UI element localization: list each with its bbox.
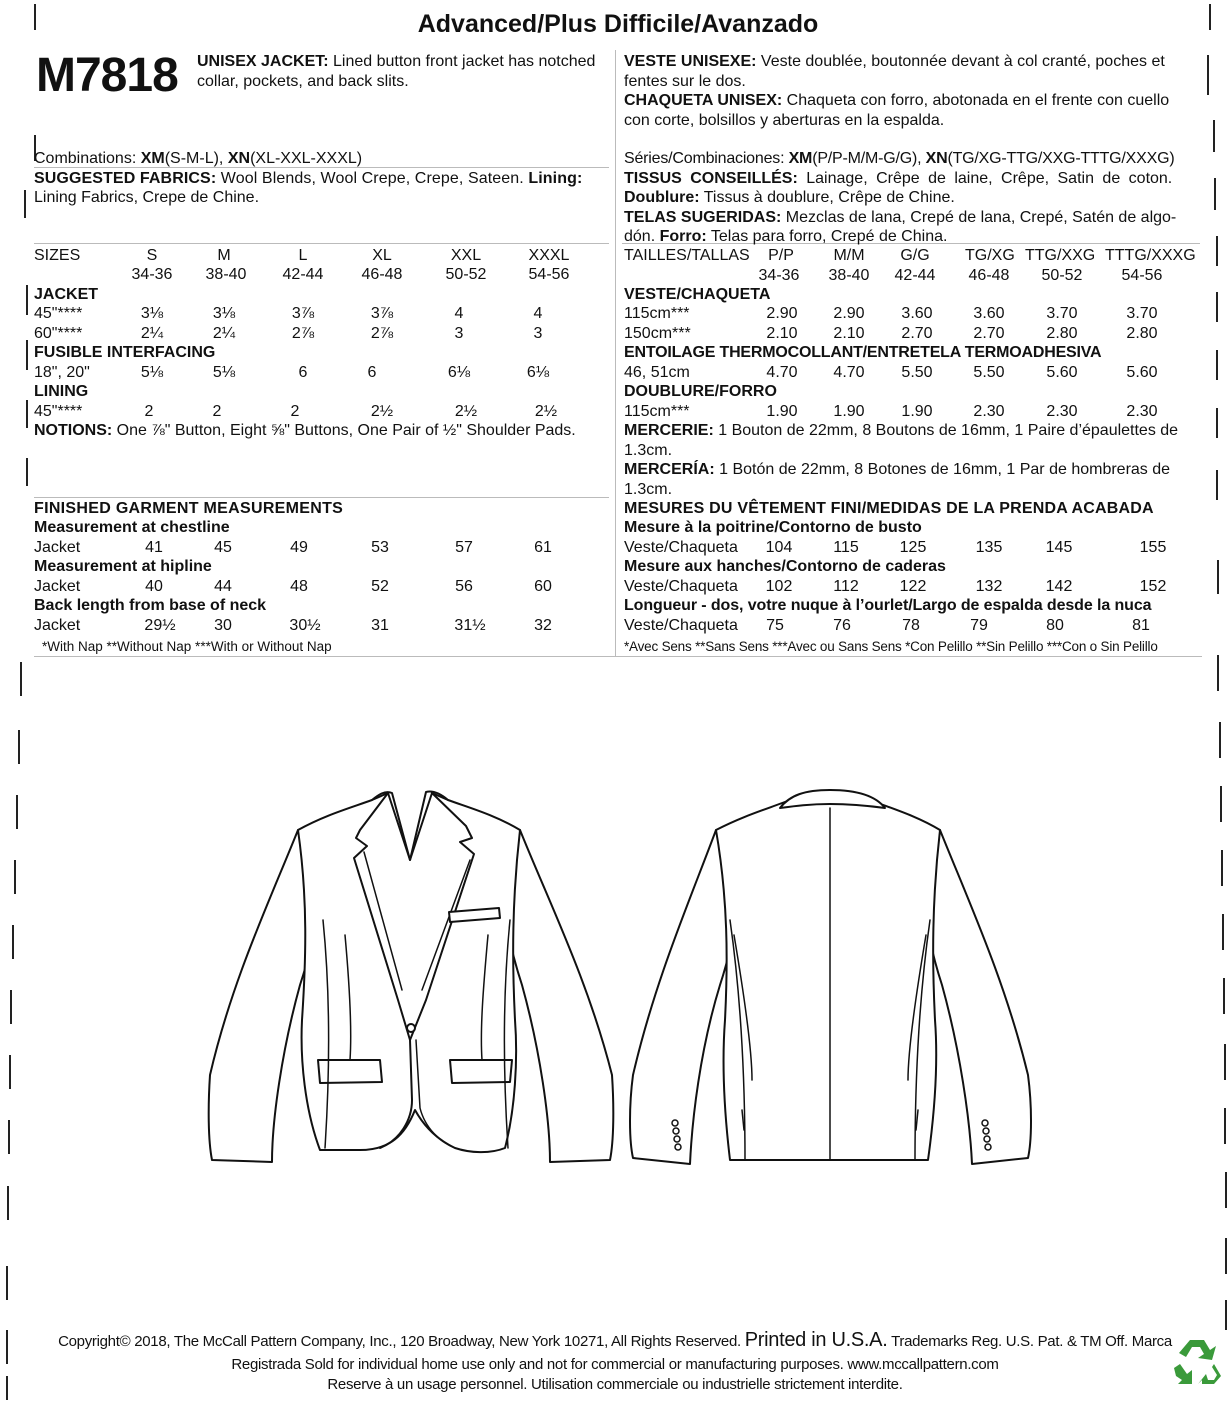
lining-label: LINING [34,383,89,400]
table-row: Jacket 40 44 48 52 56 60 [34,578,552,595]
back-length-label: Back length from base of neck [34,597,267,614]
hip-label: Mesure aux hanches/Contorno de caderas [624,558,946,575]
table-row: 115cm*** 1.90 1.90 1.90 2.30 2.30 2.30 [624,403,1158,420]
description-es-text2: con corte, bolsillos y aberturas en la espalda. [624,111,945,129]
sizes-range-row: 34-36 38-40 42-44 46-48 50-52 54-56 [758,267,1163,284]
description-en-text2: collar, pockets, and back slits. [197,72,409,90]
table-row: Veste/Chaqueta 102 112 122 132 142 152 [624,578,1167,595]
difficulty-heading: Advanced/Plus Difficile/Avanzado [417,10,819,38]
table-row: Jacket 29½ 30 30½ 31 31½ 32 [34,617,552,634]
copyright-line2: Registrada Sold for individual home use only and not for commercial or manufacturing purposes. www.mccallpattern.com [231,1356,999,1373]
jacket-front-pocket-right [450,1060,512,1083]
notions-en: NOTIONS: One ⅞" Button, Eight ⅝" Buttons, One Pair of ½" Shoulder Pads. [34,422,576,439]
footnote-fr-es: *Avec Sens **Sans Sens ***Avec ou Sans Sens *Con Pelillo **Sin Pelillo ***Con o Sin Pelillo [624,639,1158,654]
jacket-back-body [716,790,940,1160]
measurements-title: MESURES DU VÊTEMENT FINI/MEDIDAS DE LA PRENDA ACABADA [624,500,1154,517]
hip-label: Measurement at hipline [34,558,212,575]
description-en-text: Lined button front jacket has notched [328,53,596,70]
table-row: 60"**** 2¼ 2¼ 2⅞ 2⅞ 3 3 [34,325,543,342]
table-row: Veste/Chaqueta 75 76 78 79 80 81 [624,617,1150,634]
pattern-number: M7818 [36,49,178,102]
jacket-front-button [407,1024,415,1032]
interfacing-label: FUSIBLE INTERFACING [34,344,216,361]
table-row: Veste/Chaqueta 104 115 125 135 145 155 [624,539,1167,556]
chest-label: Measurement at chestline [34,519,230,536]
fabrics-fr-es: Séries/Combinaciones: XM(P/P-M/M-G/G), XN(TG/XG-TTG/XXG-TTTG/XXXG) TISSUS CONSEILLÉS: Lainage, Crêpe de laine, Crêpe, Satin de coton. Doublure: Tissus à doublure, Crêpe de Chine. TELAS SUGERIDAS: Mezclas de lana, Crepé de lana, Crepé, Satén de algo- dón. Forro: Telas para forro, Crepé de China. [624,150,1177,245]
jacket-label: VESTE/CHAQUETA [624,286,771,303]
jacket-back-view [630,790,1031,1164]
description-fr-text2: fentes sur le dos. [624,72,746,90]
description-es-title: CHAQUETA UNISEX: [624,92,783,109]
table-row: 45"**** 3⅛ 3⅛ 3⅞ 3⅞ 4 4 [34,305,543,322]
jacket-front-right-sleeve [501,830,613,1162]
description-fr-title: VESTE UNISEXE: [624,53,757,70]
table-row: 115cm*** 2.90 2.90 3.60 3.60 3.70 3.70 [624,305,1158,322]
notions-fr-es: MERCERIE: 1 Bouton de 22mm, 8 Boutons de 16mm, 1 Paire d’épaulettes de 1.3cm. MERCERÍA: 1 Botón de 22mm, 8 Botones de 16mm, 1 Par de hombreras de 1.3cm. [624,422,1179,498]
table-row: 18", 20" 5⅛ 5⅛ 6 6 6⅛ 6⅛ [34,364,550,381]
jacket-label: JACKET [34,286,99,303]
back-length-label: Longueur - dos, votre nuque à l’ourlet/Largo de espalda desde la nuca [624,597,1152,614]
description-es-text: Chaqueta con forro, abotonada en el frente con cuello [782,92,1170,109]
footnote-en: *With Nap **Without Nap ***With or Without Nap [42,639,332,654]
copyright-line3: Reserve à un usage personnel. Utilisation commerciale ou industrielle strictement interdite. [327,1376,903,1393]
fabrics-en: Combinations: XM(S-M-L), XN(XL-XXL-XXXL) SUGGESTED FABRICS: Wool Blends, Wool Crepe, Crepe, Sateen. Lining: Lining Fabrics, Crepe de Chine. [34,150,583,206]
sizes-header-row: SIZES S M L XL XXL XXXL [34,247,570,264]
jacket-back-right-sleeve [922,830,1031,1164]
description-en-title: UNISEX JACKET: [197,53,329,70]
copyright-line1: Copyright© 2018, The McCall Pattern Company, Inc., 120 Broadway, New York 10271, All Rights Reserved. Printed in U.S.A. Trademarks Reg. U.S. Pat. & TM Off. Marca [58,1329,1172,1351]
table-row: Jacket 41 45 49 53 57 61 [34,539,552,556]
table-row: 150cm*** 2.10 2.10 2.70 2.70 2.80 2.80 [624,325,1158,342]
jacket-front-view [209,792,614,1162]
recycle-icon [1170,1336,1224,1386]
table-row: 46, 51cm 4.70 4.70 5.50 5.50 5.60 5.60 [624,364,1158,381]
sizes-header-row: TAILLES/TALLAS P/P M/M G/G TG/XG TTG/XXG TTTG/XXXG [624,247,1196,264]
chest-label: Mesure à la poitrine/Contorno de busto [624,519,922,536]
description-fr-text: Veste doublée, boutonnée devant à col cranté, poches et [756,53,1165,70]
jacket-front-body [298,793,520,1152]
sizes-range-row: 34-36 38-40 42-44 46-48 50-52 54-56 [131,266,570,283]
interfacing-label: ENTOILAGE THERMOCOLLANT/ENTRETELA TERMOADHESIVA [624,344,1102,361]
measurements-title: FINISHED GARMENT MEASUREMENTS [34,500,344,517]
lining-label: DOUBLURE/FORRO [624,383,777,400]
table-row: 45"**** 2 2 2 2½ 2½ 2½ [34,403,558,420]
